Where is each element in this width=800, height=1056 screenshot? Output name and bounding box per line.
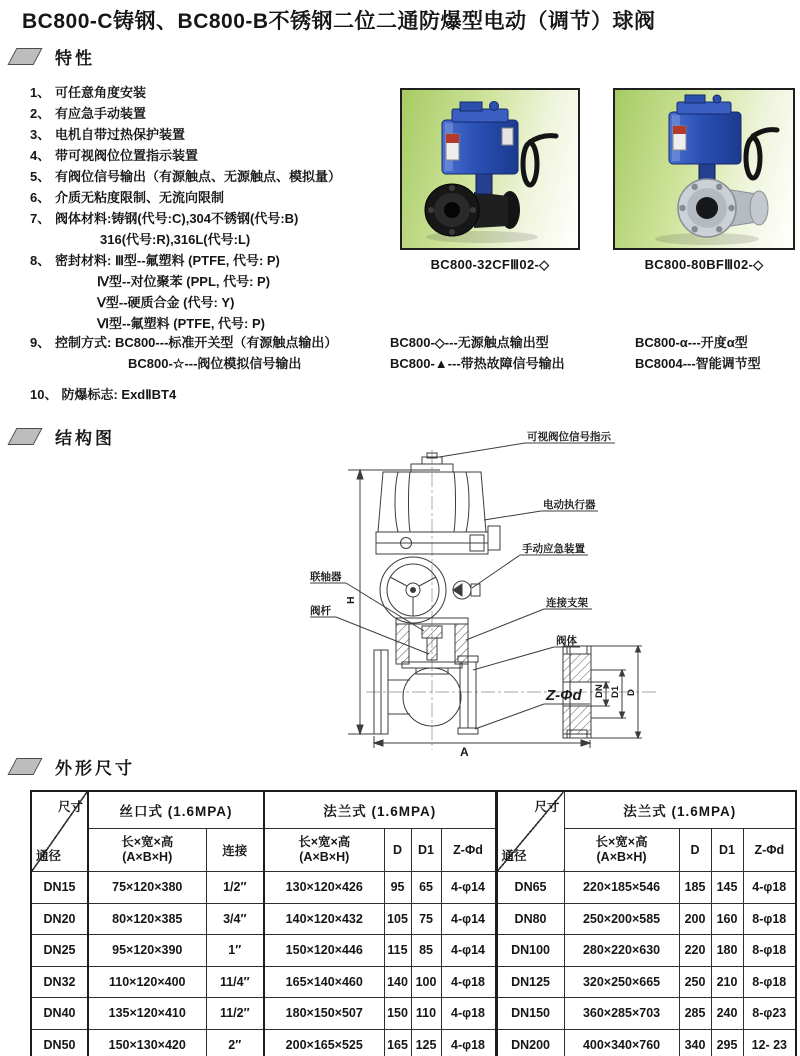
dn-cell: DN65 [496, 872, 564, 904]
zd-column-header: Z-Φd [743, 829, 796, 872]
diagram-dim-dn: DN [594, 684, 605, 698]
zd-cell: 4-φ14 [441, 903, 496, 935]
control-mode: BC800-☆---阀位模拟信号输出 [128, 356, 302, 371]
size-cell: 130×120×426 [264, 872, 384, 904]
connection-cell: 2″ [206, 1029, 264, 1056]
zd-cell: 4-φ18 [441, 1029, 496, 1056]
feature-line: 1、 可任意角度安装 [30, 85, 147, 100]
d1-column-header: D1 [411, 829, 441, 872]
d1-cell: 65 [411, 872, 441, 904]
size-cell: 360×285×703 [564, 998, 679, 1030]
parallelogram-icon [7, 48, 42, 65]
diagram-label-indicator: 可视阀位信号指示 [527, 431, 611, 443]
diagram-dim-a: A [460, 745, 469, 758]
zd-cell: 8-φ23 [743, 998, 796, 1030]
table-row [31, 872, 796, 904]
feature-line: 3、 电机自带过热保护装置 [30, 127, 186, 142]
section-title: 特性 [55, 49, 95, 68]
page-title: BC800-C铸钢、BC800-B不锈钢二位二通防爆型电动（调节）球阀 [22, 10, 656, 33]
flange-group-header: 法兰式 (1.6MPA) [264, 791, 496, 829]
d1-cell: 85 [411, 935, 441, 967]
feature-line: Ⅵ型--氟塑料 (PTFE, 代号: P) [97, 316, 265, 331]
zd-cell: 4-φ18 [441, 998, 496, 1030]
control-mode: 控制方式: BC800---标准开关型（有源触点输出） [55, 335, 338, 350]
control-mode: BC800-▲---带热故障信号输出 [390, 356, 565, 371]
control-mode: BC800-α---开度α型 [635, 335, 748, 350]
diagram-dim-d1: D1 [610, 685, 621, 698]
parallelogram-icon [7, 428, 42, 445]
size-cell: 135×120×410 [88, 998, 206, 1030]
explosion-proof-mark: 10、 防爆标志: ExdⅡBT4 [30, 387, 177, 402]
diagram-label-stem: 阀杆 [310, 605, 331, 617]
d1-cell: 100 [411, 966, 441, 998]
dn-cell: DN15 [31, 872, 88, 904]
product-photo-stainless [613, 88, 795, 250]
feature-line: 2、 有应急手动装置 [30, 106, 147, 121]
zd-cell: 4-φ14 [441, 935, 496, 967]
zd-cell: 8-φ18 [743, 966, 796, 998]
connection-cell: 1/2″ [206, 872, 264, 904]
d-cell: 220 [679, 935, 711, 967]
d-cell: 250 [679, 966, 711, 998]
size-cell: 400×340×760 [564, 1029, 679, 1056]
control-mode: BC8004---智能调节型 [635, 356, 761, 371]
dn-cell: DN125 [496, 966, 564, 998]
dn-cell: DN50 [31, 1029, 88, 1056]
size-cell: 75×120×380 [88, 872, 206, 904]
diagram-label-actuator: 电动执行器 [543, 499, 596, 511]
table-body [31, 872, 796, 1056]
feature-line: Ⅴ型--硬质合金 (代号: Y) [97, 295, 235, 310]
control-mode: BC800-◇---无源触点输出型 [390, 335, 549, 350]
feature-number: 9、 [30, 335, 51, 350]
table-row [31, 935, 796, 967]
dn-cell: DN20 [31, 903, 88, 935]
section-structure-heading [12, 424, 115, 449]
size-cell: 180×150×507 [264, 998, 384, 1030]
diagram-label-coupling: 联轴器 [310, 571, 342, 583]
feature-line: 6、 介质无粘度限制、无流向限制 [30, 190, 225, 205]
d-cell: 105 [384, 903, 411, 935]
d-cell: 200 [679, 903, 711, 935]
product-caption: BC800-32CFⅢ02-◇ [430, 257, 550, 272]
dn-cell: DN150 [496, 998, 564, 1030]
diagram-dim-h: H [345, 596, 357, 604]
diagram-label-manual: 手动应急装置 [522, 543, 585, 555]
size-cell: 140×120×432 [264, 903, 384, 935]
table-row [31, 1029, 796, 1056]
d1-cell: 240 [711, 998, 743, 1030]
diagram-label-body: 阀体 [556, 635, 577, 647]
feature-line: 8、 密封材料: Ⅲ型--氟塑料 (PTFE, 代号: P) [30, 253, 280, 268]
d-cell: 185 [679, 872, 711, 904]
d1-cell: 75 [411, 903, 441, 935]
dimensions-table [30, 790, 797, 1056]
connection-cell: 3/4″ [206, 903, 264, 935]
table-row [31, 966, 796, 998]
feature-line: 316(代号:R),316L(代号:L) [100, 232, 251, 247]
size-cell: 320×250×665 [564, 966, 679, 998]
size-cell: 95×120×390 [88, 935, 206, 967]
d-cell: 115 [384, 935, 411, 967]
d1-cell: 125 [411, 1029, 441, 1056]
d-cell: 285 [679, 998, 711, 1030]
d-cell: 95 [384, 872, 411, 904]
size-cell: 200×165×525 [264, 1029, 384, 1056]
connection-cell: 11/2″ [206, 998, 264, 1030]
feature-line: 7、 阀体材料:铸钢(代号:C),304不锈钢(代号:B) [30, 211, 299, 226]
feature-list [30, 82, 400, 334]
d-cell: 150 [384, 998, 411, 1030]
connection-cell: 11/4″ [206, 966, 264, 998]
zd-cell: 4-φ18 [743, 872, 796, 904]
corner-cell: 尺寸 通径 [496, 791, 564, 872]
stainless-valve-image [615, 90, 793, 248]
d-column-header: D [384, 829, 411, 872]
zd-cell: 4-φ18 [441, 966, 496, 998]
table-row [31, 903, 796, 935]
size-cell: 280×220×630 [564, 935, 679, 967]
diagram-label-bracket: 连接支架 [546, 597, 588, 609]
feature-line: 5、 有阀位信号输出（有源触点、无源触点、模拟量） [30, 169, 342, 184]
d-cell: 340 [679, 1029, 711, 1056]
feature-line: Ⅳ型--对位聚苯 (PPL, 代号: P) [97, 274, 271, 289]
d1-column-header: D1 [711, 829, 743, 872]
size-cell: 250×200×585 [564, 903, 679, 935]
size-column-header: 长×宽×高 (A×B×H) [264, 829, 384, 872]
diagram-label-bolt-circle: Z-Φd [546, 687, 582, 704]
section-title: 外形尺寸 [55, 759, 135, 778]
zd-cell: 4-φ14 [441, 872, 496, 904]
table-row [31, 998, 796, 1030]
connection-column-header: 连接 [206, 829, 264, 872]
cast-steel-valve-image [402, 90, 578, 248]
section-features-heading [12, 44, 95, 69]
zd-column-header: Z-Φd [441, 829, 496, 872]
feature-line: 4、 带可视阀位位置指示装置 [30, 148, 199, 163]
d-cell: 165 [384, 1029, 411, 1056]
size-cell: 150×120×446 [264, 935, 384, 967]
dn-cell: DN100 [496, 935, 564, 967]
dn-cell: DN25 [31, 935, 88, 967]
dn-cell: DN80 [496, 903, 564, 935]
section-dimensions-heading [12, 754, 135, 779]
structure-diagram [170, 428, 700, 758]
dn-cell: DN32 [31, 966, 88, 998]
control-modes [30, 332, 795, 376]
d1-cell: 145 [711, 872, 743, 904]
flange-group-header: 法兰式 (1.6MPA) [564, 791, 796, 829]
size-column-header: 长×宽×高 (A×B×H) [88, 829, 206, 872]
diagram-dim-d: D [626, 689, 637, 696]
size-cell: 150×130×420 [88, 1029, 206, 1056]
d1-cell: 210 [711, 966, 743, 998]
d1-cell: 295 [711, 1029, 743, 1056]
product-photo-cast-steel [400, 88, 580, 250]
parallelogram-icon [7, 758, 42, 775]
size-cell: 110×120×400 [88, 966, 206, 998]
d1-cell: 110 [411, 998, 441, 1030]
d-column-header: D [679, 829, 711, 872]
section-title: 结构图 [55, 429, 115, 448]
zd-cell: 8-φ18 [743, 935, 796, 967]
zd-cell: 8-φ18 [743, 903, 796, 935]
zd-cell: 12- 23 [743, 1029, 796, 1056]
corner-cell: 尺寸 通径 [31, 791, 88, 872]
d-cell: 140 [384, 966, 411, 998]
dn-cell: DN40 [31, 998, 88, 1030]
connection-cell: 1″ [206, 935, 264, 967]
d1-cell: 160 [711, 903, 743, 935]
size-cell: 220×185×546 [564, 872, 679, 904]
product-caption: BC800-80BFⅢ02-◇ [644, 257, 764, 272]
screw-group-header: 丝口式 (1.6MPA) [88, 791, 264, 829]
d1-cell: 180 [711, 935, 743, 967]
size-column-header: 长×宽×高 (A×B×H) [564, 829, 679, 872]
dn-cell: DN200 [496, 1029, 564, 1056]
size-cell: 165×140×460 [264, 966, 384, 998]
size-cell: 80×120×385 [88, 903, 206, 935]
